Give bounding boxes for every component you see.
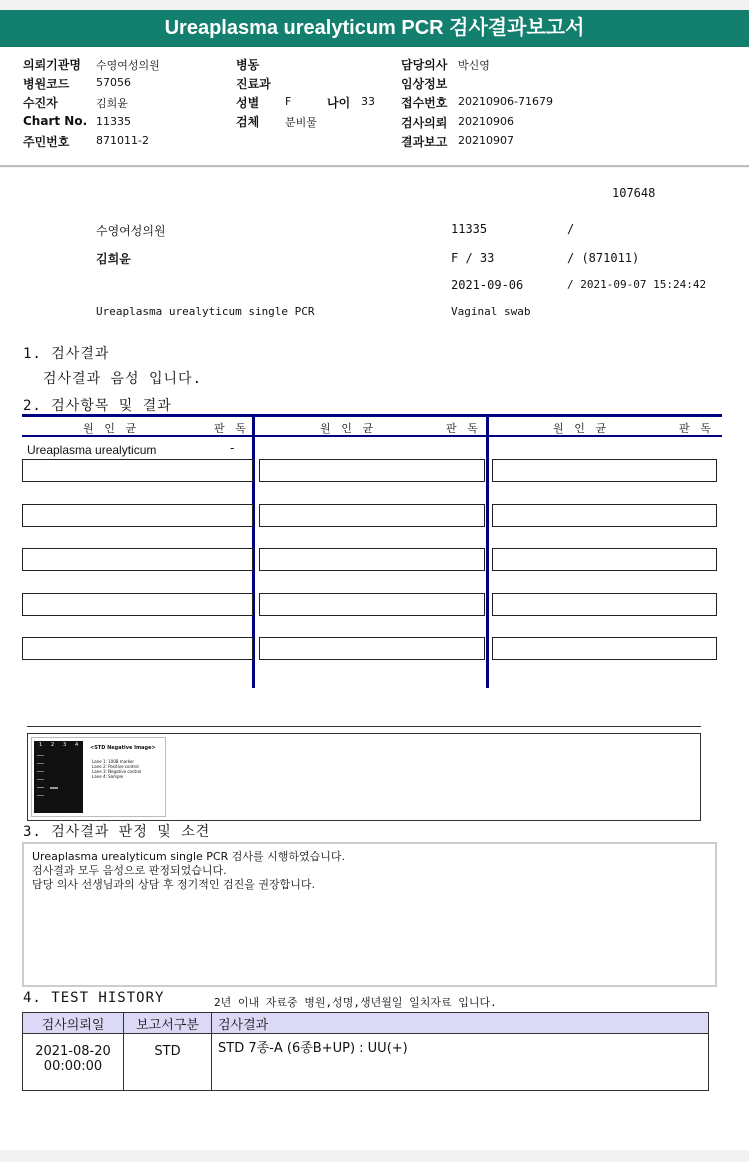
header-organism-2: 원 인 균 bbox=[320, 422, 376, 435]
results-table-top-border bbox=[22, 414, 722, 417]
label-hospital: 의뢰기관명 bbox=[23, 58, 81, 72]
value-resident-no: 871011-2 bbox=[96, 134, 149, 147]
gel-caption-line: Lane 1: 100B marker bbox=[92, 759, 135, 764]
gel-caption-line: Lane 4: Sample bbox=[92, 774, 124, 779]
lane-label: 4 bbox=[75, 742, 79, 748]
label-receipt-no: 접수번호 bbox=[401, 96, 448, 110]
organism-result: - bbox=[230, 441, 235, 455]
history-header-type: 보고서구분 bbox=[124, 1013, 212, 1034]
opinion-line: 검사결과 모두 음성으로 판정되었습니다. bbox=[32, 864, 227, 877]
history-type: STD bbox=[124, 1034, 212, 1091]
gel-image bbox=[31, 737, 166, 817]
report-birth: / (871011) bbox=[567, 251, 640, 265]
history-time: 00:00:00 bbox=[43, 1059, 103, 1074]
header-judge-2: 판 독 bbox=[446, 422, 480, 435]
history-result: STD 7종-A (6종B+UP) : UU(+) bbox=[212, 1034, 709, 1091]
header-organism-3: 원 인 균 bbox=[553, 422, 609, 435]
gel-band bbox=[37, 787, 44, 788]
value-patient: 김희윤 bbox=[96, 97, 128, 110]
label-clinical-info: 임상정보 bbox=[401, 77, 448, 91]
label-patient: 수진자 bbox=[23, 96, 58, 110]
value-hospital-code: 57056 bbox=[96, 76, 131, 89]
result-cell bbox=[492, 637, 717, 660]
value-chart-no: 11335 bbox=[96, 115, 131, 128]
label-hospital-code: 병원코드 bbox=[23, 77, 70, 91]
label-ward: 병동 bbox=[236, 58, 260, 72]
value-report-date: 20210907 bbox=[458, 134, 514, 147]
label-specimen: 검체 bbox=[236, 115, 260, 129]
value-request-date: 20210906 bbox=[458, 115, 514, 128]
section2-title: 2. 검사항목 및 결과 bbox=[23, 398, 172, 414]
gel-band bbox=[50, 787, 58, 789]
label-resident-no: 주민번호 bbox=[23, 135, 70, 149]
result-cell bbox=[492, 504, 717, 527]
history-table bbox=[22, 1012, 709, 1091]
label-department: 진료과 bbox=[236, 77, 271, 91]
report-sex-age: F / 33 bbox=[451, 251, 495, 265]
history-date: 2021-08-20 bbox=[35, 1044, 111, 1059]
label-chart-no: Chart No. bbox=[23, 114, 88, 128]
result-cell bbox=[259, 637, 485, 660]
result-cell bbox=[22, 459, 253, 482]
result-cell bbox=[492, 459, 717, 482]
label-sex: 성별 bbox=[236, 96, 260, 110]
opinion-text bbox=[32, 850, 345, 892]
gel-band bbox=[37, 795, 44, 796]
header-judge-1: 판 독 bbox=[214, 422, 248, 435]
result-cell bbox=[259, 548, 485, 571]
lane-label: 3 bbox=[63, 742, 67, 748]
value-hospital: 수영여성의원 bbox=[96, 59, 160, 72]
history-header-row bbox=[23, 1013, 709, 1034]
section3-title: 3. 검사결과 판정 및 소견 bbox=[23, 824, 211, 840]
result-cell bbox=[492, 548, 717, 571]
section1-result-text: 검사결과 음성 입니다. bbox=[43, 371, 203, 387]
report-datetime: / 2021-09-07 15:24:42 bbox=[567, 278, 707, 291]
result-cell bbox=[22, 504, 253, 527]
lane-label: 1 bbox=[39, 742, 43, 748]
value-doctor: 박신영 bbox=[458, 59, 490, 72]
header-organism-1: 원 인 균 bbox=[83, 422, 139, 435]
value-age: 33 bbox=[361, 95, 375, 108]
organism-name: Ureaplasma urealyticum bbox=[27, 443, 157, 457]
label-request-date: 검사의뢰 bbox=[401, 116, 448, 130]
gel-caption-title: <STD Negative Image> bbox=[90, 745, 156, 751]
table-row bbox=[23, 1034, 709, 1091]
gel-band bbox=[37, 763, 44, 764]
result-cell bbox=[492, 593, 717, 616]
result-cell bbox=[22, 637, 253, 660]
result-cell bbox=[259, 459, 485, 482]
value-sex: F bbox=[285, 95, 292, 108]
doc-number: 107648 bbox=[612, 186, 656, 200]
results-table-divider-2 bbox=[486, 416, 489, 688]
report-patient-name: 김희윤 bbox=[96, 252, 131, 266]
report-slash: / bbox=[567, 222, 575, 236]
label-age: 나이 bbox=[327, 96, 351, 110]
label-doctor: 담당의사 bbox=[401, 58, 448, 72]
label-report-date: 결과보고 bbox=[401, 135, 448, 149]
result-cell bbox=[22, 593, 253, 616]
gel-caption-line: Lane 2: Positive control bbox=[92, 764, 139, 769]
value-specimen: 분비물 bbox=[285, 116, 317, 129]
report-test-name: Ureaplasma urealyticum single PCR bbox=[96, 305, 315, 318]
opinion-line: Ureaplasma urealyticum single PCR 검사를 시행하였습니다. bbox=[32, 850, 345, 863]
result-cell bbox=[22, 548, 253, 571]
gel-caption-line: Lane 3: Negative control bbox=[92, 769, 142, 774]
report-request-date: 2021-09-06 bbox=[451, 278, 524, 292]
opinion-line: 담당 의사 선생님과의 상담 후 정기적인 검진을 권장합니다. bbox=[32, 878, 315, 891]
lane-label: 2 bbox=[51, 742, 55, 748]
gel-band bbox=[37, 779, 44, 780]
report-hospital: 수영여성의원 bbox=[96, 224, 166, 238]
section4-title: 4. TEST HISTORY bbox=[23, 990, 165, 1006]
result-cell bbox=[259, 504, 485, 527]
separator-line bbox=[27, 726, 701, 727]
section1-title: 1. 검사결과 bbox=[23, 346, 110, 362]
history-date-cell bbox=[23, 1034, 124, 1091]
result-cell bbox=[259, 593, 485, 616]
header-judge-3: 판 독 bbox=[679, 422, 713, 435]
value-receipt-no: 20210906-71679 bbox=[458, 95, 553, 108]
gel-band bbox=[37, 755, 44, 756]
report-title: Ureaplasma urealyticum PCR 검사결과보고서 bbox=[0, 10, 749, 47]
history-header-result: 검사결과 bbox=[212, 1013, 709, 1034]
report-chart-no: 11335 bbox=[451, 222, 488, 236]
gel-band bbox=[37, 771, 44, 772]
history-header-date: 검사의뢰일 bbox=[23, 1013, 124, 1034]
gel-photo bbox=[34, 741, 83, 813]
history-note: 2년 이내 자료중 병원,성명,생년월일 일치자료 입니다. bbox=[214, 996, 497, 1009]
header-info bbox=[0, 47, 749, 167]
report-specimen: Vaginal swab bbox=[451, 305, 531, 318]
